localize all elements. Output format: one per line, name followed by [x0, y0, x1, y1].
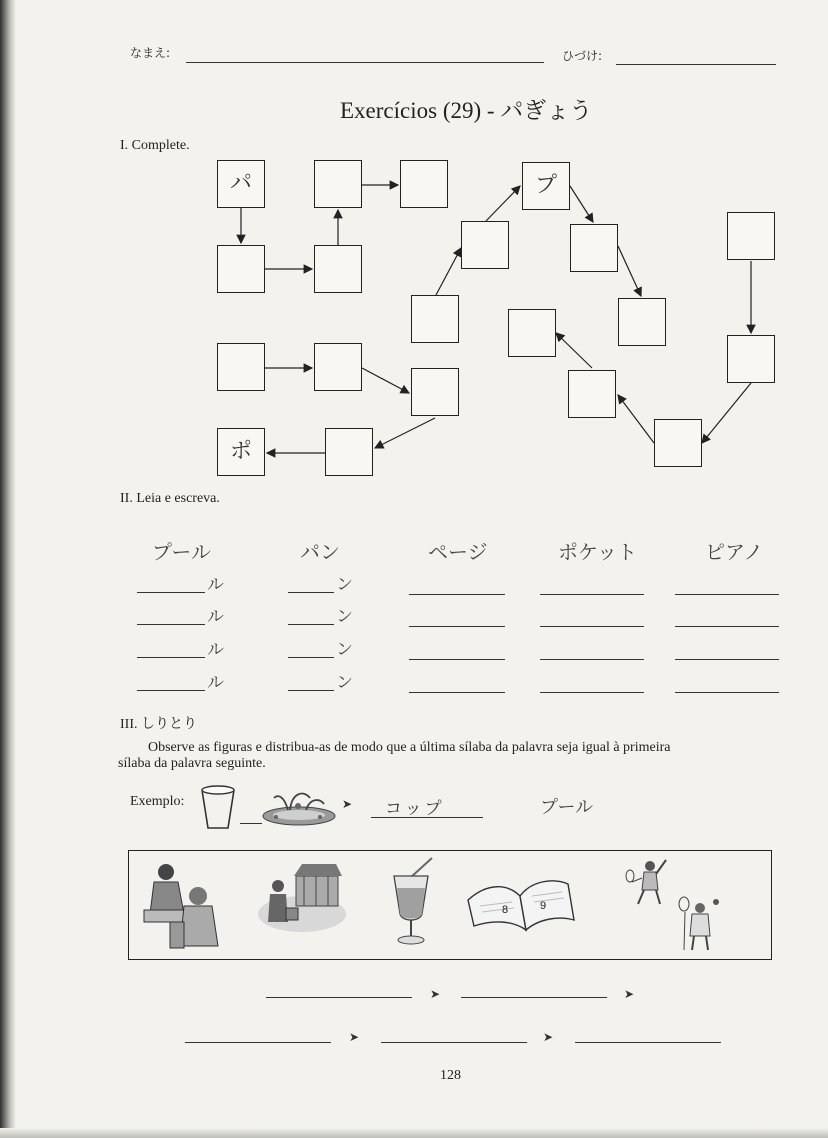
writing-line[interactable] [409, 659, 505, 660]
arrow-icon: ➤ [543, 1030, 554, 1044]
suffix-char: ン [336, 640, 353, 660]
kana-box[interactable] [314, 245, 362, 293]
tennis-players-icon [622, 856, 726, 952]
book-icon [464, 872, 576, 934]
writing-line[interactable] [137, 592, 205, 593]
kana-box[interactable] [568, 370, 616, 418]
instructions-line-2: sílaba da palavra seguinte. [118, 756, 266, 771]
suffix-char: ン [336, 575, 353, 595]
kana-box[interactable]: パ [217, 160, 265, 208]
writing-line[interactable] [288, 690, 334, 691]
writing-line[interactable] [288, 657, 334, 658]
kana-box[interactable] [508, 309, 556, 357]
arrow-icon: ➤ [342, 797, 353, 811]
kana-box[interactable] [217, 245, 265, 293]
date-label: ひづけ: [562, 49, 603, 63]
kana-box[interactable] [314, 343, 362, 391]
word-prompt: プール [152, 540, 211, 564]
book-page-number: 8 [502, 904, 509, 916]
connector-arrows [0, 0, 828, 520]
writing-line[interactable] [540, 692, 644, 693]
example-dash [240, 823, 262, 824]
book-page-number: 9 [540, 900, 547, 912]
suffix-char: ル [207, 673, 224, 693]
word-prompt: ページ [428, 540, 488, 564]
suffix-char: ン [336, 673, 353, 693]
suffix-char: ル [207, 607, 224, 627]
suffix-char: ン [336, 607, 353, 627]
suffix-char: ル [207, 575, 224, 595]
people-icon [140, 858, 222, 950]
answer-line[interactable] [266, 997, 412, 998]
word-prompt: ポケット [558, 540, 637, 564]
kana-box[interactable] [325, 428, 373, 476]
kana-box[interactable] [727, 335, 775, 383]
writing-line[interactable] [137, 657, 205, 658]
word-prompt: パン [300, 540, 340, 564]
writing-line[interactable] [540, 594, 644, 595]
arrow-icon: ➤ [624, 987, 635, 1001]
kana-box[interactable]: プ [522, 162, 570, 210]
instructions-line-1: Observe as figuras e distribua-as de modo que a última sílaba da palavra seja igual à primeira [148, 740, 671, 755]
kana-box[interactable] [618, 298, 666, 346]
suffix-char: ル [207, 640, 224, 660]
writing-line[interactable] [409, 626, 505, 627]
name-label: なまえ: [130, 46, 171, 60]
example-next-word: プール [540, 797, 594, 818]
kana-box[interactable]: ポ [217, 428, 265, 476]
kana-box[interactable] [411, 295, 459, 343]
page-title: Exercícios (29) - パぎょう [340, 98, 593, 123]
writing-line[interactable] [675, 659, 779, 660]
writing-line[interactable] [137, 690, 205, 691]
section-3-heading: III. しりとり [120, 717, 197, 732]
kana-box[interactable] [314, 160, 362, 208]
example-answer: コップ [385, 799, 445, 819]
writing-line[interactable] [540, 659, 644, 660]
writing-line[interactable] [288, 624, 334, 625]
writing-line[interactable] [540, 626, 644, 627]
kana-box[interactable] [400, 160, 448, 208]
kana-box[interactable] [411, 368, 459, 416]
kana-box[interactable] [217, 343, 265, 391]
writing-line[interactable] [409, 594, 505, 595]
kana-box[interactable] [461, 221, 509, 269]
writing-line[interactable] [675, 692, 779, 693]
writing-line[interactable] [675, 594, 779, 595]
word-prompt: ピアノ [705, 540, 764, 564]
answer-line[interactable] [575, 1042, 721, 1043]
cup-icon [198, 782, 238, 834]
writing-line[interactable] [675, 626, 779, 627]
section-1-heading: I. Complete. [120, 138, 190, 153]
arrow-icon: ➤ [430, 987, 441, 1001]
answer-line[interactable] [185, 1042, 331, 1043]
kana-box[interactable] [654, 419, 702, 467]
writing-line[interactable] [288, 592, 334, 593]
shopping-icon [256, 862, 348, 934]
juice-glass-icon [388, 856, 438, 948]
pool-icon [260, 784, 338, 826]
arrow-icon: ➤ [349, 1030, 360, 1044]
writing-line[interactable] [137, 624, 205, 625]
kana-box[interactable] [727, 212, 775, 260]
kana-box[interactable] [570, 224, 618, 272]
example-label: Exemplo: [130, 794, 185, 809]
writing-line[interactable] [409, 692, 505, 693]
page-number: 128 [440, 1068, 461, 1083]
section-2-heading: II. Leia e escreva. [120, 491, 220, 506]
answer-line[interactable] [381, 1042, 527, 1043]
answer-line[interactable] [461, 997, 607, 998]
